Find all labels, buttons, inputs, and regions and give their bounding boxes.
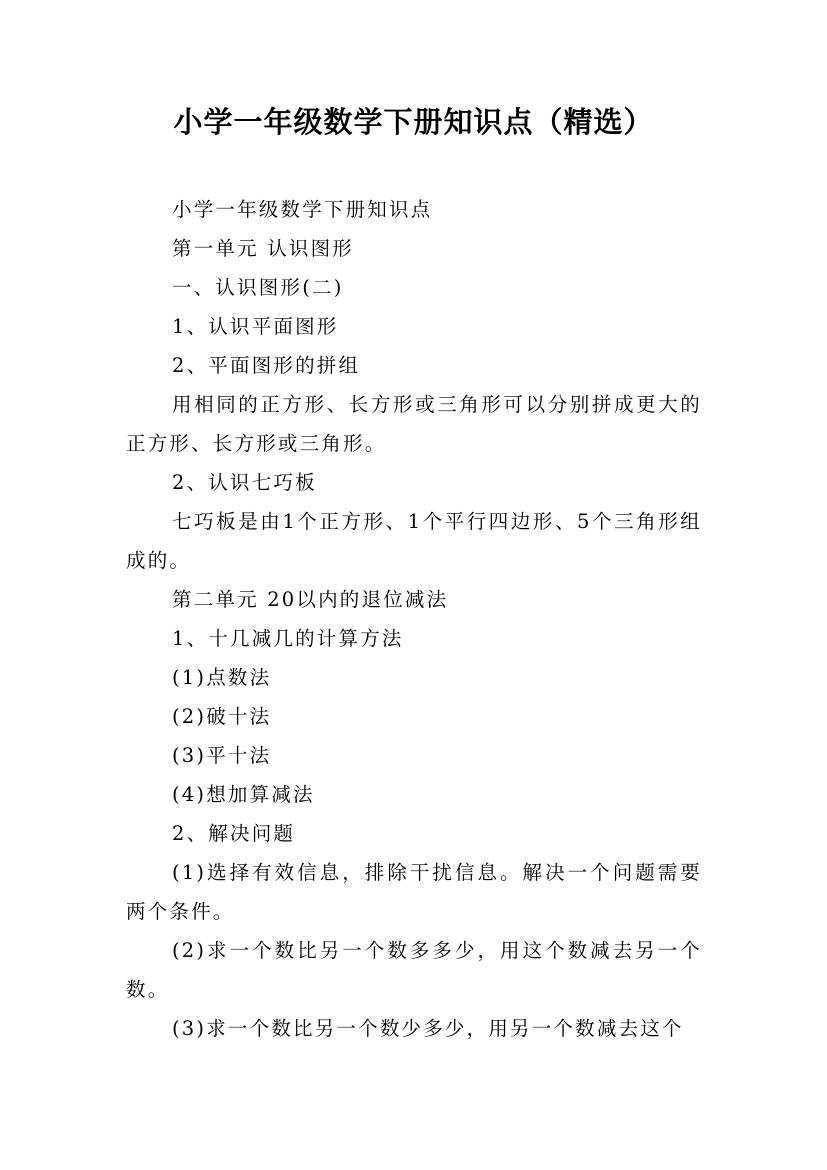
paragraph: 一、认识图形(二)	[172, 276, 344, 299]
paragraph: 2、平面图形的拼组	[172, 354, 361, 377]
paragraph: (1)点数法	[172, 666, 272, 689]
paragraph: 2、解决问题	[172, 822, 296, 845]
paragraph: 1、认识平面图形	[172, 315, 339, 338]
paragraph: (1)选择有效信息，排除干扰信息。解决一个问题需要两个条件。	[126, 861, 702, 923]
paragraph: 1、十几减几的计算方法	[172, 627, 404, 650]
document-body	[126, 190, 702, 1048]
paragraph: (4)想加算减法	[172, 783, 315, 806]
paragraph: 用相同的正方形、长方形或三角形可以分别拼成更大的正方形、长方形或三角形。	[126, 393, 702, 455]
paragraph: (3)平十法	[172, 744, 272, 767]
paragraph: (2)破十法	[172, 705, 272, 728]
document-title: 小学一年级数学下册知识点（精选）	[173, 105, 654, 139]
paragraph: (2)求一个数比另一个数多多少，用这个数减去另一个数。	[126, 939, 702, 1001]
paragraph: 小学一年级数学下册知识点	[172, 198, 433, 221]
paragraph: 2、认识七巧板	[172, 471, 317, 494]
section-heading: 第二单元 20以内的退位减法	[172, 588, 449, 611]
paragraph: (3)求一个数比另一个数少多少，用另一个数减去这个	[172, 1017, 684, 1040]
paragraph: 七巧板是由1个正方形、1个平行四边形、5个三角形组成的。	[126, 510, 702, 572]
section-heading: 第一单元 认识图形	[172, 237, 354, 260]
